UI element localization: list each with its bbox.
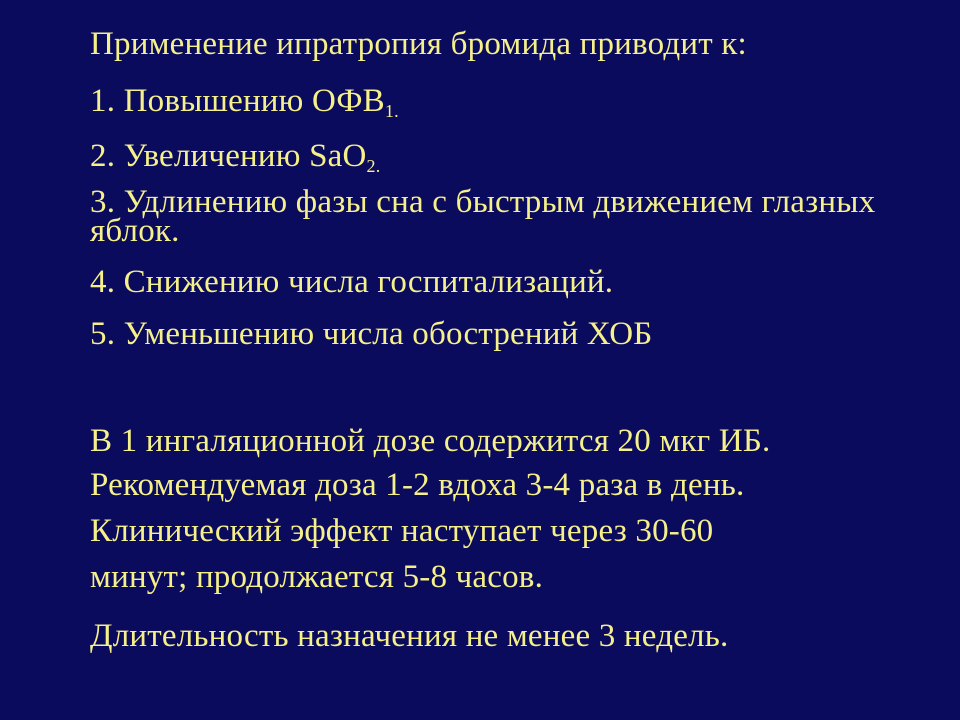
list-item-1-text: 1. Повышению ОФВ bbox=[90, 83, 385, 119]
list-item-1-subscript: 1. bbox=[384, 101, 399, 121]
list-item-2-subscript: 2. bbox=[366, 156, 381, 176]
list-item-4: 4. Снижению числа госпитализаций. bbox=[90, 264, 614, 300]
list-item-3: 3. Удлинению фазы сна с быстрым движением глазных яблок. bbox=[90, 184, 876, 249]
info-line-4: минут; продолжается 5-8 часов. bbox=[90, 559, 544, 595]
info-line-2: Рекомендуемая доза 1-2 вдоха 3-4 раза в день. bbox=[90, 467, 745, 503]
list-item-5: 5. Уменьшению числа обострений ХОБ bbox=[90, 316, 653, 352]
slide-heading: Применение ипратропия бромида приводит к: bbox=[90, 26, 747, 62]
list-item-2 bbox=[90, 138, 381, 176]
info-line-1: В 1 ингаляционной дозе содержится 20 мкг ИБ. bbox=[90, 423, 771, 459]
list-item-2-text: 2. Увеличению SaO bbox=[90, 138, 367, 174]
list-item-1 bbox=[90, 83, 399, 121]
duration-line: Длительность назначения не менее 3 недель. bbox=[90, 618, 729, 654]
info-line-3: Клинический эффект наступает через 30-60 bbox=[90, 513, 714, 549]
